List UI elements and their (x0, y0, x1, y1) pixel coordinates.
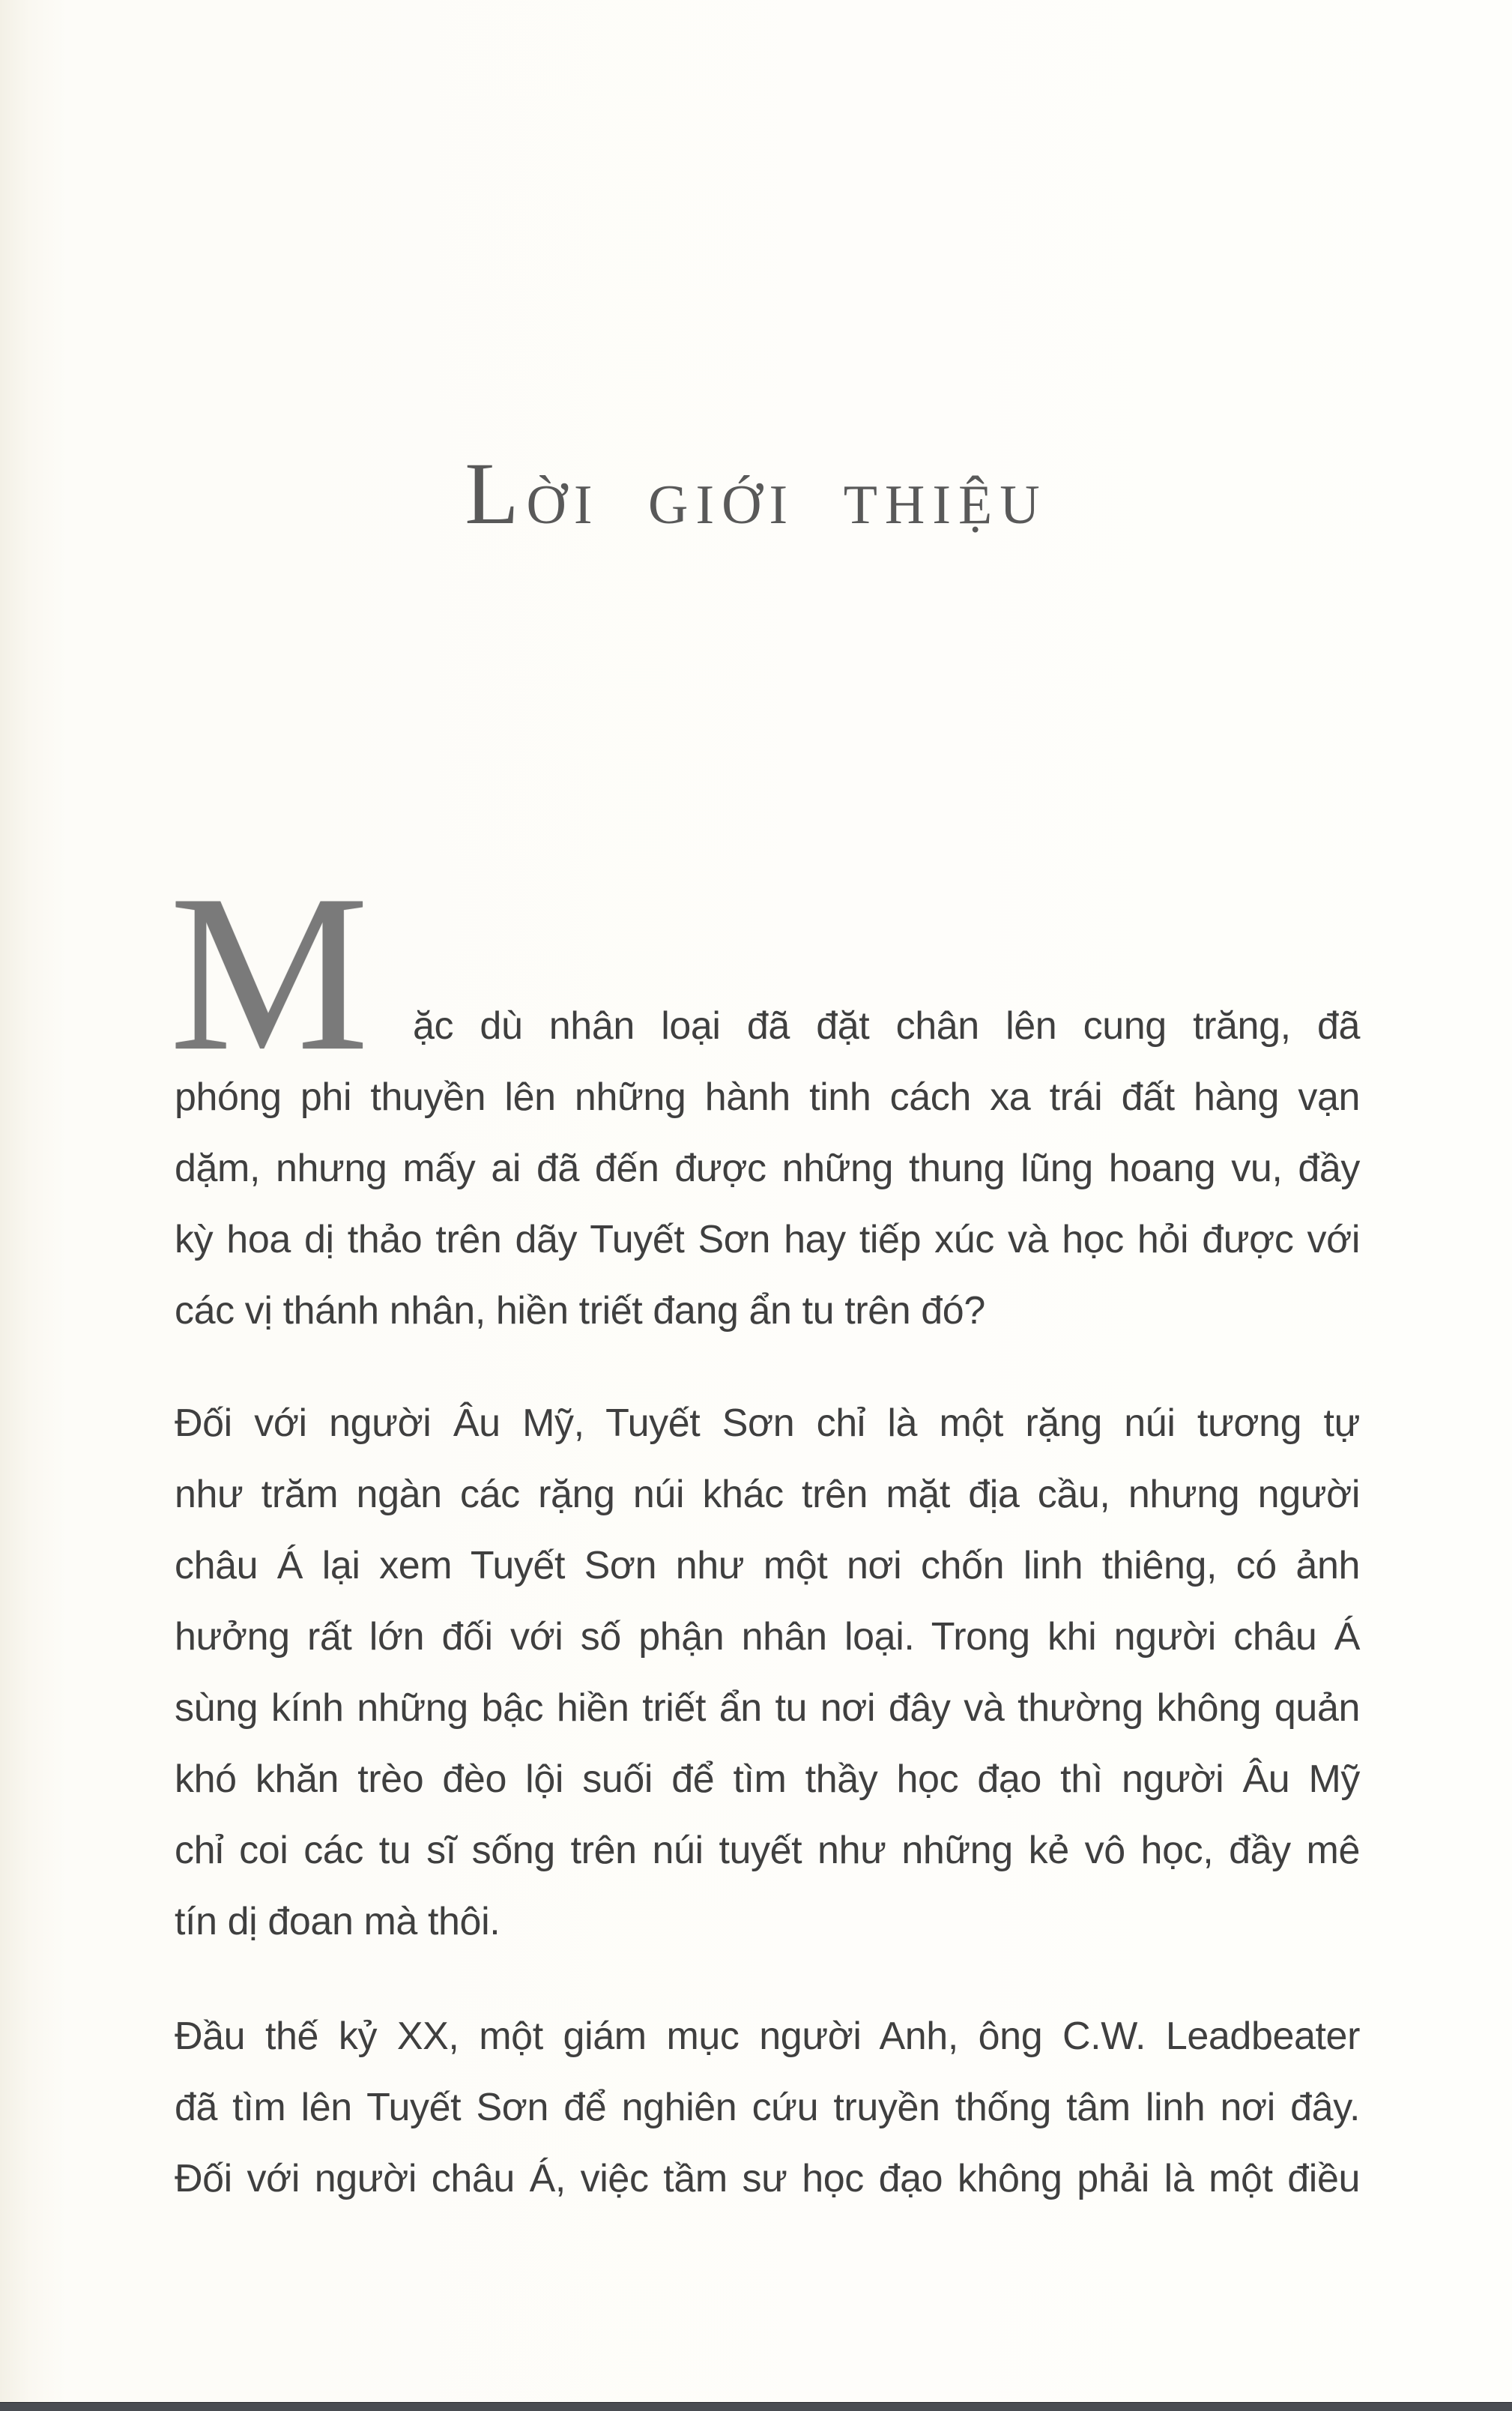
text-line: đã tìm lên Tuyết Sơn để nghiên cứu truyền thống tâm linh nơi đây. (175, 2086, 1360, 2129)
title-word: Lời (465, 444, 600, 543)
text-line: sùng kính những bậc hiền triết ẩn tu nơi đây và thường không quản (175, 1686, 1360, 1730)
paragraph-1 (175, 991, 1360, 1347)
text-line: tín dị đoan mà thôi. (175, 1900, 501, 1943)
text-line: Đối với người Âu Mỹ, Tuyết Sơn chỉ là một rặng núi tương tự (175, 1401, 1360, 1445)
text-line: Đối với người châu Á, việc tầm sư học đạo không phải là một điều (175, 2157, 1360, 2200)
text-line: như trăm ngàn các rặng núi khác trên mặt địa cầu, nhưng người (175, 1473, 1360, 1516)
text-line: châu Á lại xem Tuyết Sơn như một nơi chốn linh thiêng, có ảnh (175, 1544, 1360, 1587)
scan-edge (0, 2402, 1512, 2411)
text-line: kỳ hoa dị thảo trên dãy Tuyết Sơn hay tiếp xúc và học hỏi được với (175, 1218, 1360, 1261)
text-line: ặc dù nhân loại đã đặt chân lên cung trăng, đã (413, 1004, 1360, 1048)
paragraph-3 (175, 2001, 1360, 2215)
title-word: thiệu (843, 453, 1047, 540)
paragraph-2 (175, 1388, 1360, 1958)
text-line: dặm, nhưng mấy ai đã đến được những thung lũng hoang vu, đầy (175, 1147, 1360, 1190)
text-line: Đầu thế kỷ XX, một giám mục người Anh, ông C.W. Leadbeater (175, 2015, 1360, 2058)
text-line: hưởng rất lớn đối với số phận nhân loại. Trong khi người châu Á (175, 1615, 1360, 1659)
text-line: các vị thánh nhân, hiền triết đang ẩn tu trên đó? (175, 1289, 985, 1333)
title-word: giới (648, 453, 796, 540)
page-title (0, 444, 1512, 543)
text-line: phóng phi thuyền lên những hành tinh cách xa trái đất hàng vạn (175, 1075, 1360, 1119)
drop-cap: M (169, 848, 365, 1097)
text-line: chỉ coi các tu sĩ sống trên núi tuyết như những kẻ vô học, đầy mê (175, 1829, 1360, 1872)
text-line: khó khăn trèo đèo lội suối để tìm thầy học đạo thì người Âu Mỹ (175, 1757, 1360, 1801)
